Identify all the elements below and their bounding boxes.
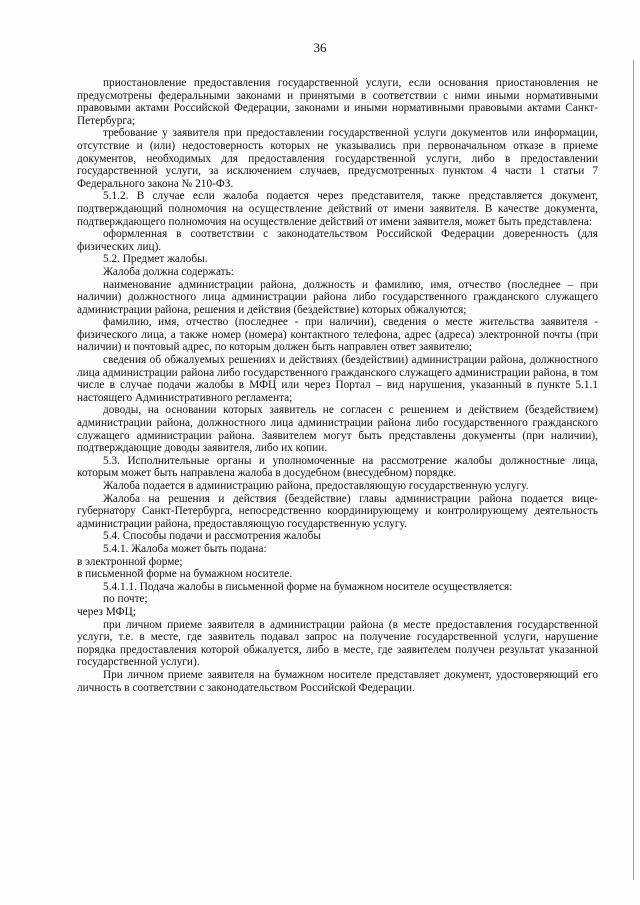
paragraph: фамилию, имя, отчество (последнее - при наличии), сведения о месте жительства заявителя - физического лица, а также номер (номера) контактного телефона, адрес (адреса) электронной почты (при наличии) и почтовый адрес, по которым должен быть направлен ответ заявителю; [77,316,598,354]
paragraph: доводы, на основании которых заявитель не согласен с решением и действием (бездействием) администрации района, должностного лица администрации района либо государственного гражданского служащего администрации района. Заявителем могут быть представлены документы (при наличии), подтверждающие доводы заявителя, либо их копии. [77,404,598,455]
paragraph: 5.4. Способы подачи и рассмотрения жалобы [103,530,321,543]
paragraph: 5.3. Исполнительные органы и уполномоченные на рассмотрение жалобы должностные лица, которым может быть направлена жалоба в досудебном (внесудебном) порядке. [77,454,598,480]
paragraph: оформленная в соответствии с законодательством Российской Федерации доверенность (для физических лиц). [77,228,598,253]
paragraph: Жалоба должна содержать: [103,265,234,278]
page-number: 36 [313,40,327,55]
paragraph: требование у заявителя при предоставлении государственной услуги документов или информации, отсутствие и (или) недостоверность которых не указывались при первоначальном отказе в приеме документов, необходимых для предоставления государственной услуги, либо в предоставлении государственной услуги, за исключением случаев, предусмотренных пунктом 4 части 1 статьи 7 Федерального закона № 210-ФЗ. [77,127,598,190]
paragraph: 5.1.2. В случае если жалоба подается через представителя, также представляется документ, подтверждающий полномочия на осуществление действий от имени заявителя. В качестве документа, подтверждающего полномочия на осуществление действий от имени заявителя, может быть представлена: [77,190,598,228]
paragraph: приостановление предоставления государственной услуги, если основания приостановления не предусмотрены федеральными законами и принятыми в соответствии с ними иными нормативными правовыми актами Российской Федерации, законами и иными нормативными правовыми актами Санкт-Петербурга; [77,77,598,127]
paragraph: по почте; [103,593,148,606]
paragraph: сведения об обжалуемых решениях и действиях (бездействии) администрации района, должностного лица администрации района либо государственного гражданского служащего администрации района, в том числе в случае подачи жалобы в МФЦ или через Портал – вид нарушения, указанный в пункте 5.1.1 настоящего Административного регламента; [77,354,598,404]
paragraph: наименование администрации района, должность и фамилию, имя, отчество (последнее – при наличии) должностного лица администрации района либо государственного гражданского служащего администрации района, решения и действия (бездействие) которых обжалуются; [77,278,598,316]
paragraph: При личном приеме заявителя на бумажном носителе представляет документ, удостоверяющий его личность в соответствии с законодательством Российской Федерации. [77,668,598,694]
scan-edge-line [633,60,634,880]
paragraph: при личном приеме заявителя в администрации района (в месте предоставления государственной услуги, т.е. в месте, где заявитель подавал запрос на получение государственной услуги, нарушение порядка предоставления которой обжалуется, либо в месте, где заявителем получен результат указанной государственной услуги). [77,618,598,669]
paragraph: 5.2. Предмет жалобы. [103,253,208,266]
paragraph: в письменной форме на бумажном носителе. [77,568,293,581]
document-body [77,77,598,694]
paragraph: в электронной форме; [77,555,183,568]
paragraph: 5.4.1. Жалоба может быть подана: [103,542,267,555]
paragraph: Жалоба подается в администрацию района, предоставляющую государственную услугу. [103,480,529,492]
paragraph: через МФЦ; [77,605,136,618]
paragraph: Жалоба на решения и действия (бездействие) главы администрации района подается вице-губернатору Санкт-Петербурга, непосредственно координирующему и контролирующему деятельность администрации района, предоставляющую государственную услугу. [77,492,598,530]
paragraph: 5.4.1.1. Подача жалобы в письменной форме на бумажном носителе осуществляется: [103,580,513,593]
